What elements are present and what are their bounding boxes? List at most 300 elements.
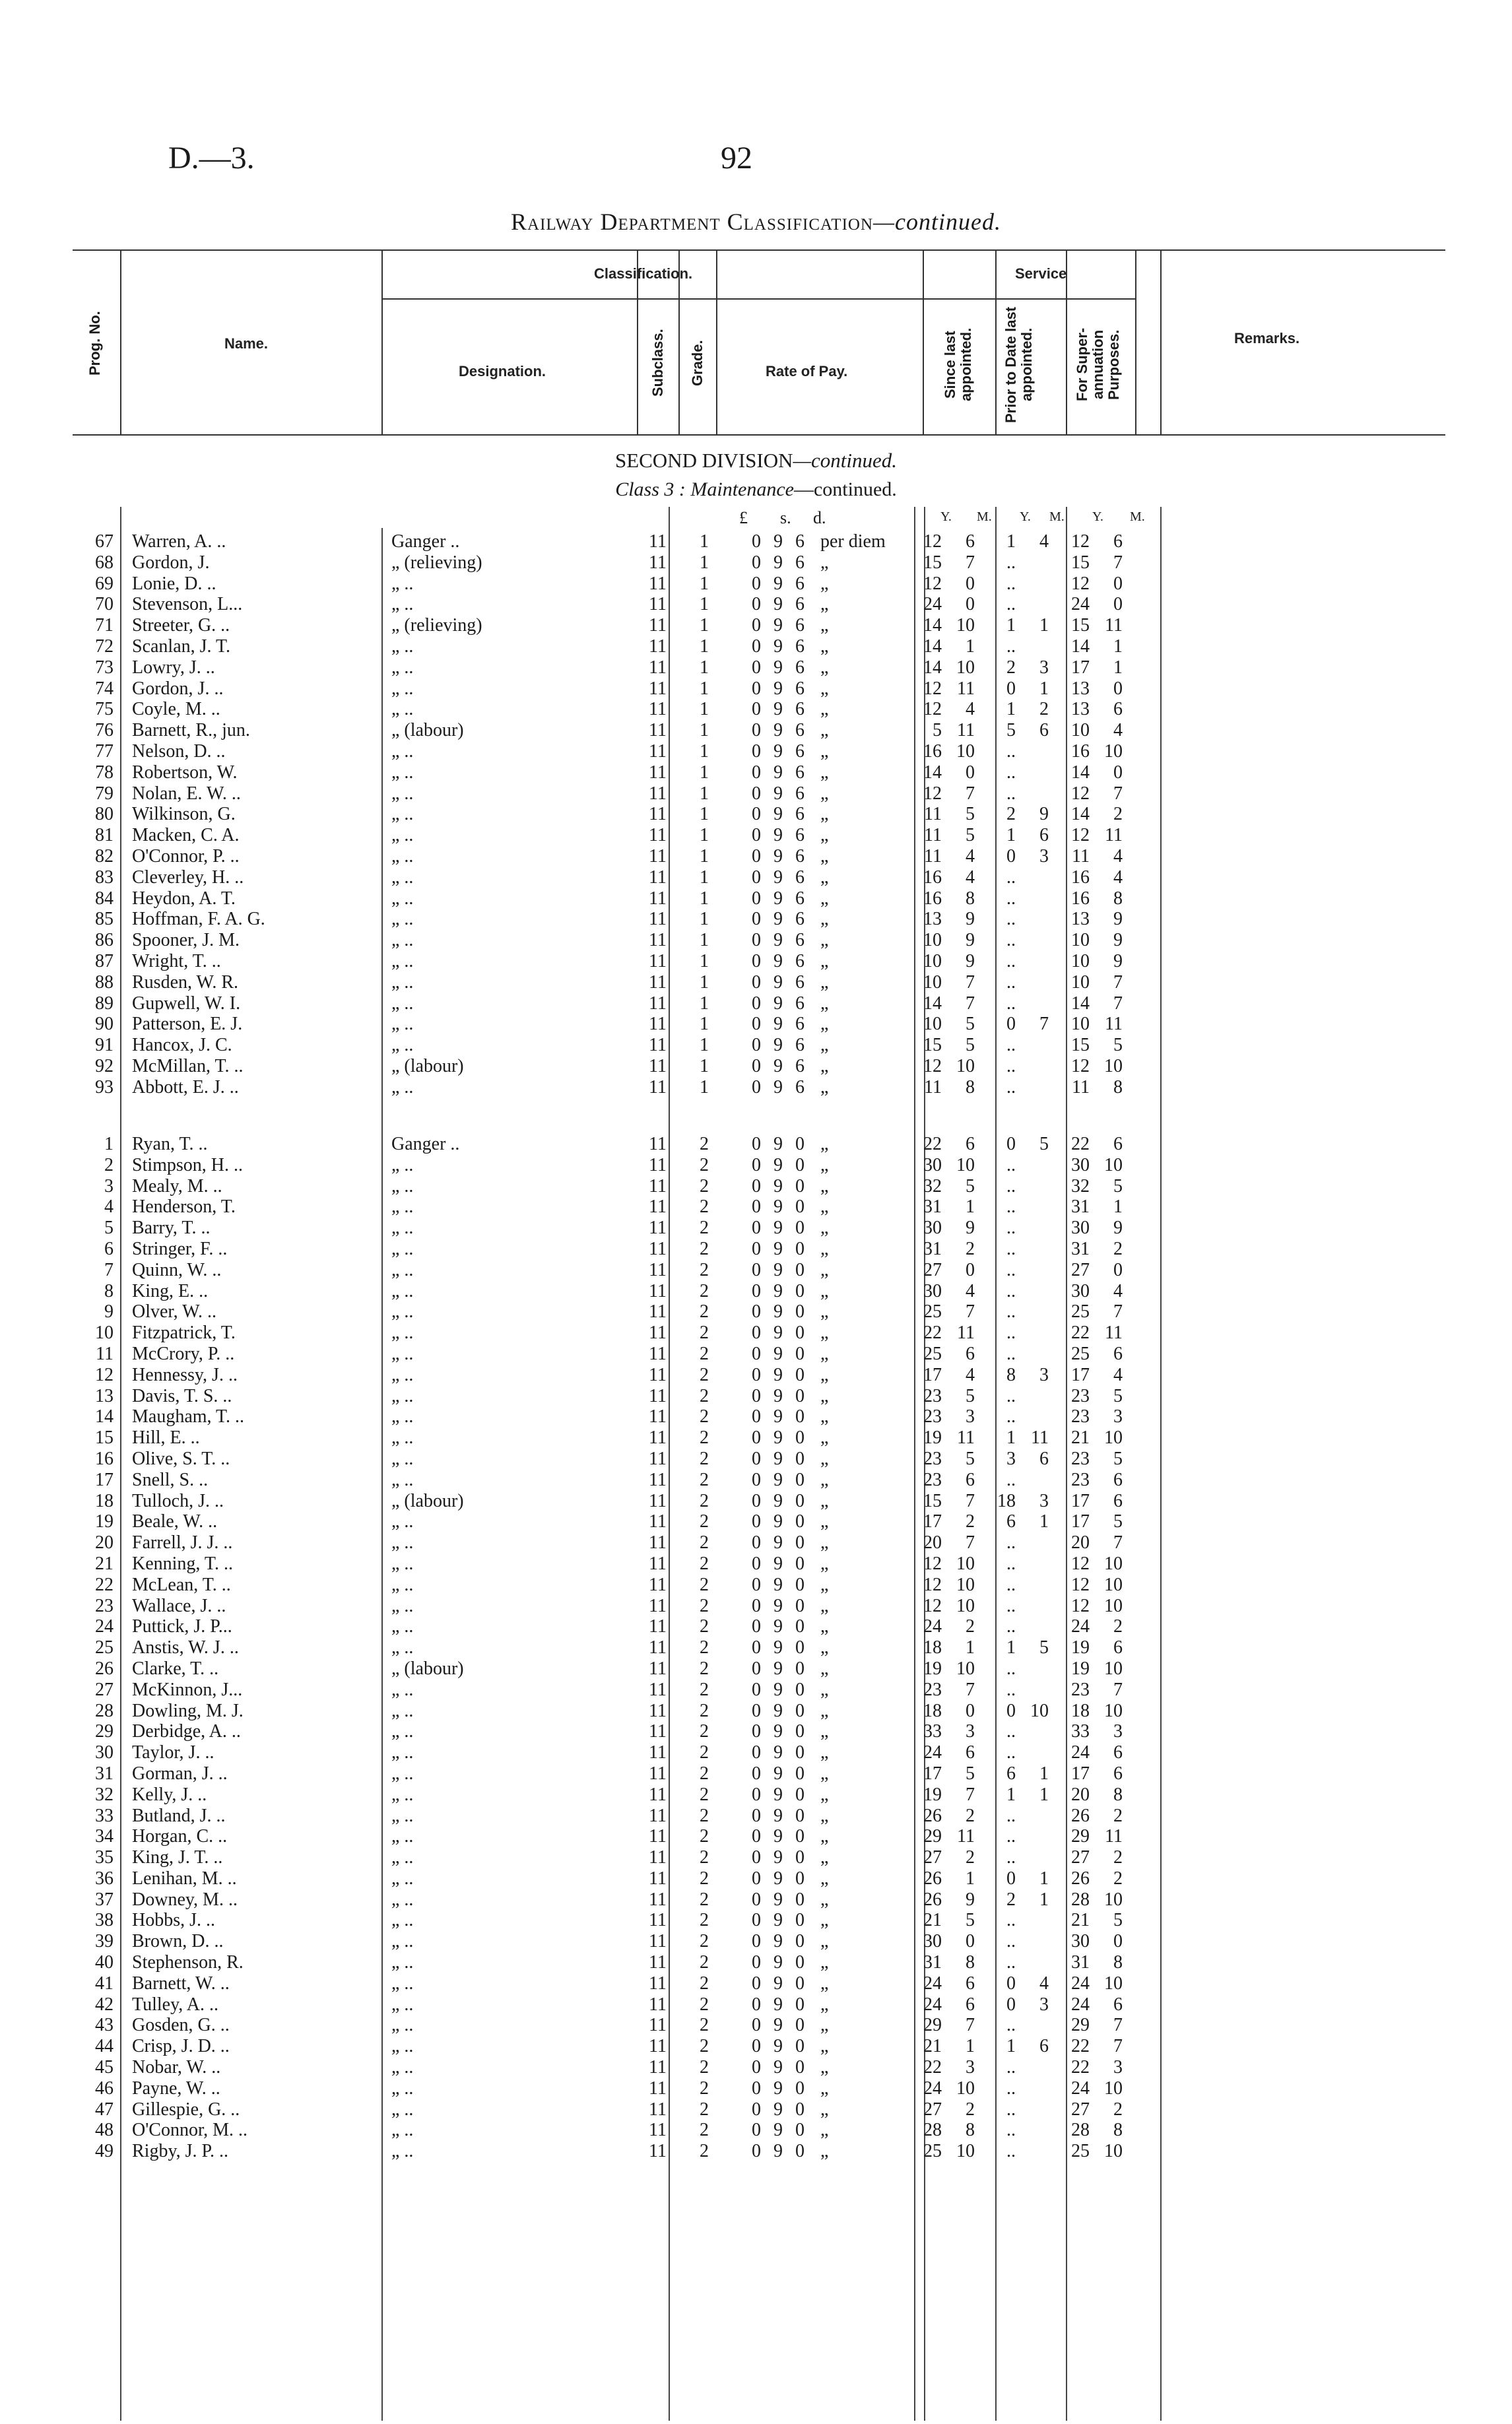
- rate-period: „: [820, 1259, 829, 1280]
- designation: „ ..: [391, 1343, 414, 1364]
- rate-pounds: 0: [752, 2141, 761, 2162]
- prog-no: 90: [95, 1014, 114, 1035]
- rate-shillings: 9: [773, 1055, 783, 1076]
- rate-shillings: 9: [773, 1931, 783, 1952]
- rate-pence: 0: [795, 1259, 805, 1280]
- grade: 2: [700, 1218, 709, 1239]
- prog-no: 8: [104, 1280, 114, 1301]
- rate-pounds: 0: [752, 636, 761, 657]
- designation: „ ..: [391, 1301, 414, 1323]
- designation: „ ..: [391, 1154, 414, 1175]
- prog-no: 70: [95, 594, 114, 615]
- rate-shillings: 9: [773, 1574, 783, 1595]
- rate-shillings: 9: [773, 1175, 783, 1196]
- remarks-cell: [1134, 1449, 1445, 1470]
- prior-months: 5: [1039, 1134, 1049, 1154]
- rate-period: „: [820, 2120, 829, 2141]
- subclass: 11: [649, 1469, 667, 1490]
- prog-no: 15: [95, 1427, 114, 1449]
- table-row: [73, 636, 1445, 657]
- rate-pounds: 0: [752, 1490, 761, 1511]
- prog-no: 43: [95, 2015, 114, 2036]
- staff-name: Cleverley, H. ..: [132, 867, 244, 888]
- rate-pence: 6: [795, 636, 805, 657]
- rate-shillings: 9: [773, 888, 783, 909]
- rate-shillings: 9: [773, 720, 783, 741]
- table-row: [73, 1889, 1445, 1911]
- grade: 2: [700, 1448, 709, 1469]
- super-months: 7: [1113, 971, 1123, 993]
- subclass: 11: [649, 1259, 667, 1280]
- prog-no: 7: [104, 1259, 114, 1280]
- since-months: 7: [966, 1490, 975, 1511]
- super-months: 10: [1104, 1427, 1123, 1449]
- rate-pounds: 0: [752, 1973, 761, 1994]
- prior-years: ..: [1006, 762, 1016, 783]
- designation: „ (labour): [391, 1055, 464, 1076]
- grade: 2: [700, 1847, 709, 1868]
- rate-pounds: 0: [752, 1218, 761, 1239]
- super-years: 22: [1071, 2057, 1090, 2078]
- super-months: 10: [1104, 1574, 1123, 1595]
- prior-months: [1016, 2078, 1061, 2099]
- subclass: 11: [649, 762, 667, 783]
- rate-period: „: [820, 909, 829, 930]
- rate-period: „: [820, 1406, 829, 1427]
- unit-years-1: Y.: [940, 509, 952, 524]
- since-months: 11: [957, 720, 975, 741]
- since-months: 2: [966, 1847, 975, 1868]
- rate-pence: 0: [795, 1931, 805, 1952]
- since-years: 12: [923, 1553, 942, 1574]
- grade: 2: [700, 1784, 709, 1805]
- super-years: 24: [1071, 2078, 1090, 2099]
- prog-no: 19: [95, 1511, 114, 1532]
- since-years: 19: [923, 1658, 942, 1679]
- rate-shillings: 9: [773, 1826, 783, 1847]
- prior-months: [1016, 1386, 1061, 1407]
- prior-months: [1016, 1077, 1061, 1098]
- designation: „ ..: [391, 2015, 414, 2036]
- prior-years: ..: [1006, 573, 1016, 594]
- subclass: 11: [649, 1301, 667, 1323]
- super-months: 5: [1113, 1511, 1123, 1532]
- rate-pence: 6: [795, 971, 805, 993]
- designation: „ ..: [391, 825, 414, 846]
- prior-months: [1016, 1281, 1061, 1302]
- prog-no: 72: [95, 636, 114, 657]
- grade: 1: [700, 783, 709, 804]
- prior-months: [1016, 1596, 1061, 1617]
- prior-months: 1: [1039, 615, 1049, 636]
- designation: „ ..: [391, 1574, 414, 1595]
- rate-pence: 6: [795, 1014, 805, 1035]
- staff-name: Wright, T. ..: [132, 950, 221, 971]
- prog-no: 12: [95, 1364, 114, 1385]
- prior-months: 1: [1039, 678, 1049, 699]
- designation: „ ..: [391, 2099, 414, 2120]
- prog-no: 1: [104, 1134, 114, 1154]
- rate-pounds: 0: [752, 867, 761, 888]
- since-years: 17: [923, 1763, 942, 1784]
- super-years: 26: [1071, 1805, 1090, 1826]
- staff-name: Lenihan, M. ..: [132, 1868, 237, 1889]
- rate-period: „: [820, 1595, 829, 1616]
- prior-months: [1016, 993, 1061, 1014]
- staff-name: Lowry, J. ..: [132, 657, 215, 678]
- header-service: Service: [1015, 265, 1067, 282]
- since-months: 10: [956, 740, 975, 762]
- grade: 1: [700, 993, 709, 1014]
- rate-period: „: [820, 594, 829, 615]
- grade: 2: [700, 1637, 709, 1658]
- prior-years: ..: [1006, 636, 1016, 657]
- prog-no: 47: [95, 2099, 114, 2120]
- remarks-cell: [1134, 1344, 1445, 1365]
- prior-months: [1016, 909, 1061, 930]
- since-years: 10: [923, 1014, 942, 1035]
- since-months: 1: [966, 2036, 975, 2057]
- since-years: 11: [924, 845, 942, 867]
- super-years: 23: [1071, 1448, 1090, 1469]
- designation: „ ..: [391, 594, 414, 615]
- subclass: 11: [649, 2141, 667, 2162]
- prior-years: ..: [1006, 950, 1016, 971]
- subclass: 11: [649, 1700, 667, 1721]
- since-years: 31: [923, 1196, 942, 1218]
- super-months: 7: [1113, 783, 1123, 804]
- since-months: 4: [966, 699, 975, 720]
- remarks-cell: [1134, 1616, 1445, 1637]
- since-years: 25: [923, 1343, 942, 1364]
- rate-pounds: 0: [752, 1280, 761, 1301]
- since-years: 22: [923, 1323, 942, 1344]
- staff-name: Kenning, T. ..: [132, 1553, 233, 1574]
- prior-months: [1016, 1616, 1061, 1637]
- grade: 1: [700, 740, 709, 762]
- since-months: 2: [966, 1805, 975, 1826]
- super-months: 10: [1104, 1658, 1123, 1679]
- rate-period: „: [820, 1721, 829, 1742]
- designation: „ ..: [391, 740, 414, 762]
- rate-shillings: 9: [773, 1301, 783, 1323]
- since-years: 13: [923, 909, 942, 930]
- subclass: 11: [649, 740, 667, 762]
- prog-no: 91: [95, 1035, 114, 1056]
- rate-pounds: 0: [752, 1323, 761, 1344]
- grade: 2: [700, 1574, 709, 1595]
- rate-pounds: 0: [752, 804, 761, 825]
- super-months: 7: [1113, 2015, 1123, 2036]
- grade: 2: [700, 1658, 709, 1679]
- prior-months: [1016, 636, 1061, 657]
- rate-pounds: 0: [752, 1784, 761, 1805]
- staff-name: Gordon, J. ..: [132, 678, 224, 699]
- super-years: 25: [1071, 1301, 1090, 1323]
- prior-months: [1016, 2057, 1061, 2078]
- since-years: 24: [923, 1994, 942, 2015]
- table-row: [73, 846, 1445, 867]
- rate-shillings: 9: [773, 1868, 783, 1889]
- super-months: 10: [1104, 1700, 1123, 1721]
- staff-name: Tulley, A. ..: [132, 1994, 218, 2015]
- super-months: 4: [1113, 720, 1123, 741]
- table-row: [73, 1616, 1445, 1637]
- staff-name: Ryan, T. ..: [132, 1134, 208, 1154]
- prior-years: 1: [1006, 825, 1016, 846]
- super-years: 12: [1071, 1595, 1090, 1616]
- since-months: 6: [966, 1469, 975, 1490]
- rate-period: „: [820, 1427, 829, 1449]
- designation: „ ..: [391, 1784, 414, 1805]
- since-months: 9: [966, 930, 975, 951]
- rate-period: „: [820, 783, 829, 804]
- prior-years: ..: [1006, 2015, 1016, 2036]
- prog-no: 26: [95, 1658, 114, 1679]
- remarks-cell: [1134, 1196, 1445, 1218]
- super-months: 0: [1113, 1931, 1123, 1952]
- since-months: 6: [966, 1994, 975, 2015]
- header-classification: Classification.: [594, 265, 693, 282]
- subclass: 11: [649, 1742, 667, 1763]
- remarks-cell: [1134, 993, 1445, 1014]
- table-row: [73, 1910, 1445, 1931]
- prior-years: ..: [1006, 1323, 1016, 1344]
- since-years: 24: [923, 1973, 942, 1994]
- rate-pounds: 0: [752, 1826, 761, 1847]
- staff-name: Stephenson, R.: [132, 1952, 244, 1973]
- remarks-cell: [1134, 1427, 1445, 1449]
- prior-years: ..: [1006, 867, 1016, 888]
- rate-pence: 0: [795, 1826, 805, 1847]
- prior-years: 0: [1006, 1014, 1016, 1035]
- super-years: 12: [1071, 573, 1090, 594]
- since-years: 19: [923, 1427, 942, 1449]
- prog-no: 77: [95, 740, 114, 762]
- since-months: 9: [966, 1218, 975, 1239]
- staff-name: Hobbs, J. ..: [132, 1910, 216, 1931]
- rate-pence: 0: [795, 1301, 805, 1323]
- designation: „ ..: [391, 1721, 414, 1742]
- table-row: [73, 615, 1445, 636]
- staff-name: O'Connor, M. ..: [132, 2120, 248, 2141]
- remarks-cell: [1134, 1785, 1445, 1806]
- remarks-cell: [1134, 2057, 1445, 2078]
- since-years: 24: [923, 1742, 942, 1763]
- since-years: 24: [923, 1616, 942, 1637]
- subclass: 11: [649, 1826, 667, 1847]
- remarks-cell: [1134, 1532, 1445, 1554]
- since-years: 16: [923, 867, 942, 888]
- staff-name: Payne, W. ..: [132, 2078, 220, 2099]
- super-months: 10: [1104, 1595, 1123, 1616]
- since-months: 3: [966, 1721, 975, 1742]
- staff-name: Dowling, M. J.: [132, 1700, 244, 1721]
- designation: „ ..: [391, 1595, 414, 1616]
- rate-period: „: [820, 1532, 829, 1554]
- subclass: 11: [649, 678, 667, 699]
- table-row: [73, 552, 1445, 573]
- subclass: 11: [649, 1385, 667, 1406]
- table-row: [73, 972, 1445, 993]
- designation: „ ..: [391, 2120, 414, 2141]
- since-months: 7: [966, 1784, 975, 1805]
- super-months: 6: [1113, 1134, 1123, 1154]
- since-years: 25: [923, 2141, 942, 2162]
- super-months: 7: [1113, 1679, 1123, 1700]
- super-years: 15: [1071, 552, 1090, 573]
- staff-name: Gorman, J. ..: [132, 1763, 228, 1784]
- rate-shillings: 9: [773, 615, 783, 636]
- since-years: 23: [923, 1448, 942, 1469]
- prior-years: 3: [1006, 1448, 1016, 1469]
- unit-pound: £: [739, 508, 748, 527]
- header-grade: Grade.: [689, 340, 706, 386]
- since-years: 21: [923, 2036, 942, 2057]
- super-years: 10: [1071, 1014, 1090, 1035]
- class-prefix: Class 3 :: [615, 478, 686, 500]
- rate-shillings: 9: [773, 867, 783, 888]
- rate-pence: 0: [795, 1427, 805, 1449]
- prior-months: [1016, 2099, 1061, 2120]
- rate-shillings: 9: [773, 657, 783, 678]
- rate-pounds: 0: [752, 1134, 761, 1154]
- prior-years: ..: [1006, 1826, 1016, 1847]
- remarks-cell: [1134, 1035, 1445, 1056]
- prior-months: 6: [1039, 2036, 1049, 2057]
- rate-pounds: 0: [752, 1406, 761, 1427]
- prog-no: 33: [95, 1805, 114, 1826]
- staff-name: Abbott, E. J. ..: [132, 1076, 239, 1097]
- staff-name: Anstis, W. J. ..: [132, 1637, 239, 1658]
- remarks-cell: [1134, 1176, 1445, 1197]
- designation: „ ..: [391, 1973, 414, 1994]
- rate-pence: 6: [795, 1035, 805, 1056]
- grade: 2: [700, 2120, 709, 2141]
- super-years: 17: [1071, 1511, 1090, 1532]
- since-months: 10: [956, 1595, 975, 1616]
- subclass: 11: [649, 615, 667, 636]
- rate-pence: 0: [795, 1343, 805, 1364]
- subclass: 11: [649, 825, 667, 846]
- staff-name: Derbidge, A. ..: [132, 1721, 241, 1742]
- rate-shillings: 9: [773, 1637, 783, 1658]
- subclass: 11: [649, 1218, 667, 1239]
- prior-years: ..: [1006, 2099, 1016, 2120]
- since-months: 4: [966, 1280, 975, 1301]
- subclass: 11: [649, 783, 667, 804]
- rate-shillings: 9: [773, 1196, 783, 1218]
- super-years: 30: [1071, 1154, 1090, 1175]
- table-row: [73, 699, 1445, 720]
- since-years: 14: [923, 657, 942, 678]
- rate-pence: 6: [795, 930, 805, 951]
- remarks-cell: [1134, 762, 1445, 783]
- super-years: 12: [1071, 1055, 1090, 1076]
- designation: „ ..: [391, 1637, 414, 1658]
- rate-pence: 6: [795, 888, 805, 909]
- remarks-cell: [1134, 1554, 1445, 1575]
- remarks-cell: [1134, 1910, 1445, 1931]
- designation: „ ..: [391, 762, 414, 783]
- table-row: [73, 1575, 1445, 1596]
- rate-pounds: 0: [752, 888, 761, 909]
- designation: „ (relieving): [391, 615, 482, 636]
- super-years: 16: [1071, 867, 1090, 888]
- since-months: 1: [966, 636, 975, 657]
- table-row: [73, 1365, 1445, 1386]
- rate-period: „: [820, 1014, 829, 1035]
- prior-months: 3: [1039, 845, 1049, 867]
- prog-no: 49: [95, 2141, 114, 2162]
- super-years: 12: [1071, 1553, 1090, 1574]
- rate-shillings: 9: [773, 909, 783, 930]
- prog-no: 39: [95, 1931, 114, 1952]
- prior-years: 0: [1006, 1700, 1016, 1721]
- since-years: 30: [923, 1931, 942, 1952]
- grade: 2: [700, 1679, 709, 1700]
- since-years: 14: [923, 762, 942, 783]
- designation: „ ..: [391, 1952, 414, 1973]
- since-months: 11: [957, 1427, 975, 1449]
- prior-years: 5: [1006, 720, 1016, 741]
- subclass: 11: [649, 845, 667, 867]
- rate-pounds: 0: [752, 1427, 761, 1449]
- staff-name: Barnett, R., jun.: [132, 720, 250, 741]
- staff-name: Patterson, E. J.: [132, 1014, 243, 1035]
- super-months: 11: [1105, 825, 1123, 846]
- prior-months: [1016, 594, 1061, 615]
- designation: „ ..: [391, 1889, 414, 1910]
- grade: 2: [700, 2141, 709, 2162]
- subclass: 11: [649, 2120, 667, 2141]
- since-years: 12: [923, 1595, 942, 1616]
- remarks-cell: [1134, 2036, 1445, 2057]
- rate-pounds: 0: [752, 1035, 761, 1056]
- rate-pence: 0: [795, 1994, 805, 2015]
- since-months: 9: [966, 1889, 975, 1910]
- prog-no: 14: [95, 1406, 114, 1427]
- unit-years-2: Y.: [1020, 509, 1031, 524]
- designation: „ ..: [391, 1076, 414, 1097]
- staff-name: Stevenson, L...: [132, 594, 243, 615]
- designation: „ ..: [391, 1616, 414, 1637]
- prog-no: 9: [104, 1301, 114, 1323]
- grade: 1: [700, 909, 709, 930]
- super-years: 26: [1071, 1868, 1090, 1889]
- prior-years: ..: [1006, 1679, 1016, 1700]
- remarks-cell: [1134, 1491, 1445, 1512]
- rate-period: „: [820, 740, 829, 762]
- staff-name: McCrory, P. ..: [132, 1343, 235, 1364]
- since-months: 0: [966, 762, 975, 783]
- super-months: 2: [1113, 1847, 1123, 1868]
- remarks-cell: [1134, 909, 1445, 930]
- rate-shillings: 9: [773, 1847, 783, 1868]
- rate-shillings: 9: [773, 1721, 783, 1742]
- prior-years: ..: [1006, 1035, 1016, 1056]
- prior-years: ..: [1006, 1301, 1016, 1323]
- remarks-cell: [1134, 1596, 1445, 1617]
- super-years: 14: [1071, 993, 1090, 1014]
- title-continued: —continued.: [873, 209, 1001, 235]
- rate-pounds: 0: [752, 1763, 761, 1784]
- super-months: 2: [1113, 1616, 1123, 1637]
- staff-name: Butland, J. ..: [132, 1805, 226, 1826]
- prior-years: ..: [1006, 1847, 1016, 1868]
- designation: „ (labour): [391, 1490, 464, 1511]
- super-months: 10: [1104, 1973, 1123, 1994]
